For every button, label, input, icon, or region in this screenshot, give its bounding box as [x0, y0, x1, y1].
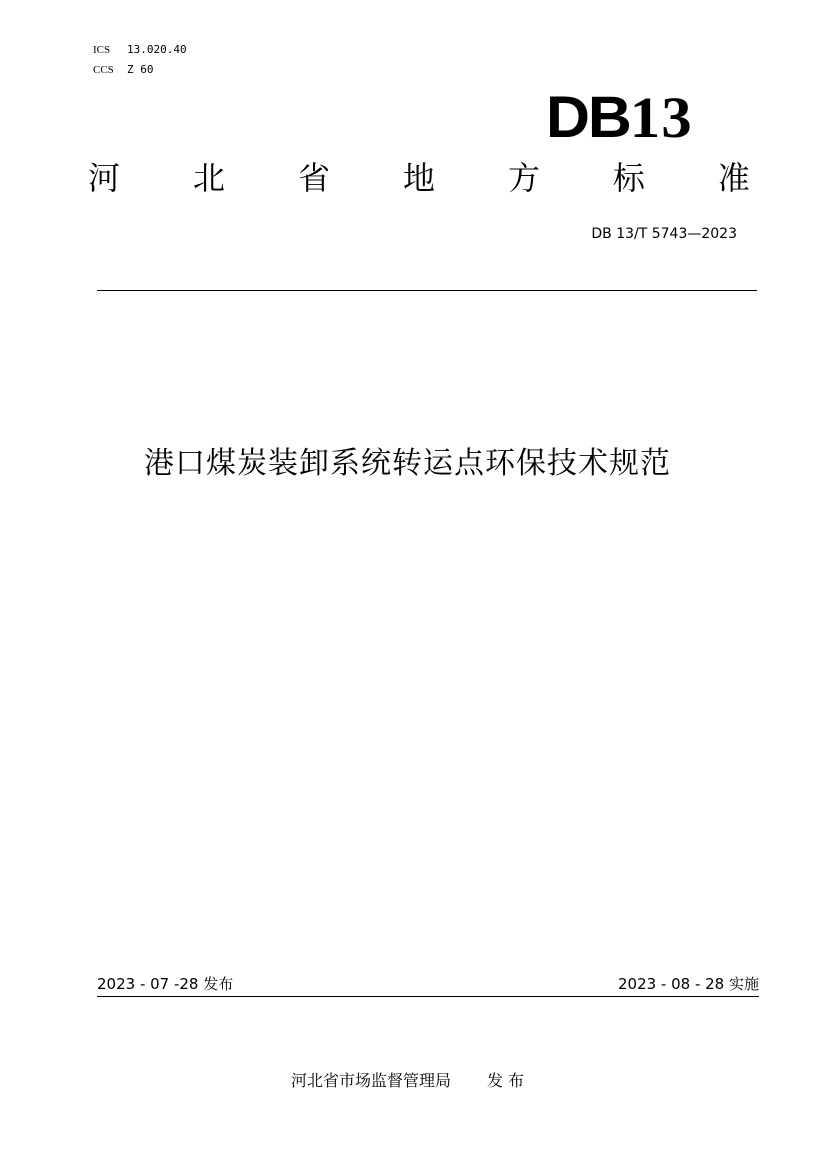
db-logo [546, 86, 693, 150]
logo-digits: 13 [630, 85, 693, 150]
release-date: 2023 - 07 -28 发布 [97, 975, 234, 993]
top-divider [97, 290, 757, 291]
logo-letters: DB [546, 85, 630, 150]
issuer-action: 发 布 [486, 1071, 525, 1090]
standard-type-char: 方 [507, 159, 540, 197]
standard-type-char: 北 [192, 159, 225, 197]
ics-value: 13.020.40 [127, 43, 187, 56]
standard-type-heading [88, 156, 750, 200]
ccs-row [93, 60, 187, 80]
ccs-label: CCS [93, 64, 114, 76]
standard-type-char: 河 [88, 159, 121, 197]
bottom-divider [97, 996, 759, 997]
ics-label: ICS [93, 44, 111, 56]
ics-row [93, 40, 187, 60]
issuer-name: 河北省市场监督管理局 [290, 1071, 451, 1090]
classification-codes [93, 40, 187, 80]
standard-type-char: 准 [717, 159, 750, 197]
standard-type-char: 地 [402, 159, 435, 197]
standard-type-char: 标 [612, 159, 645, 197]
document-title: 港口煤炭装卸系统转运点环保技术规范 [144, 446, 671, 481]
standard-type-char: 省 [297, 159, 330, 197]
issuer-line [0, 1069, 815, 1093]
ccs-value: Z 60 [127, 63, 154, 76]
implement-date: 2023 - 08 - 28 实施 [617, 975, 759, 993]
standard-number: DB 13/T 5743—2023 [591, 226, 737, 242]
